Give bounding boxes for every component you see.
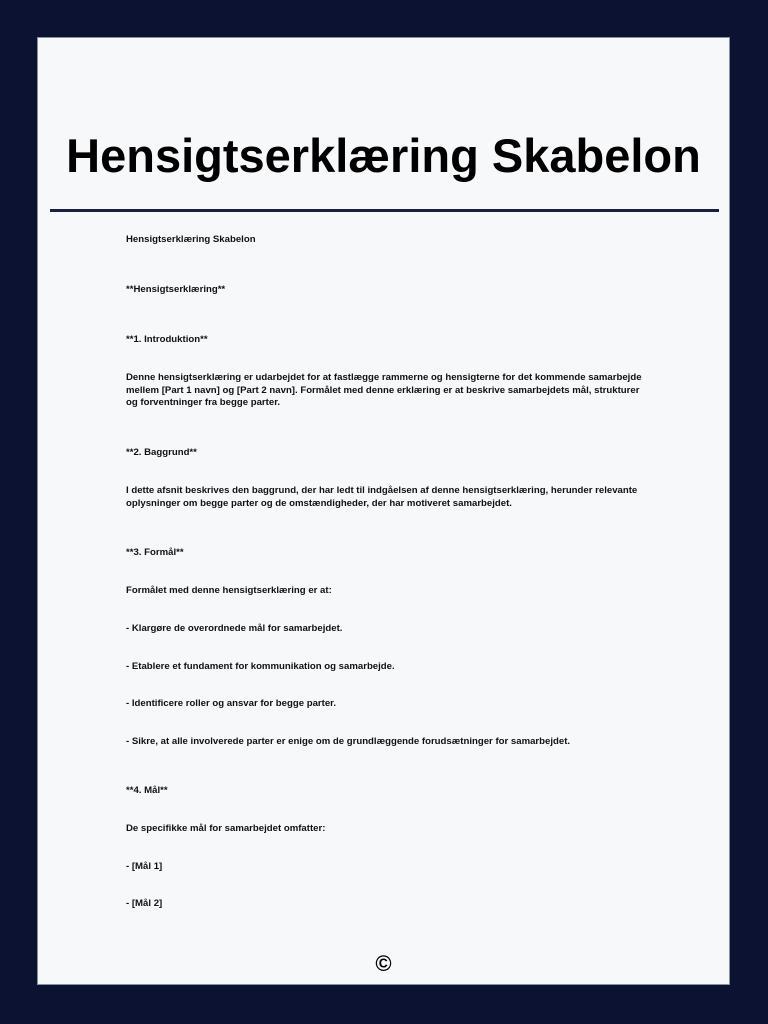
document-title: Hensigtserklæring Skabelon (66, 129, 701, 182)
heading-formaal: **3. Formål** (126, 547, 184, 558)
list-item: - [Mål 2] (126, 898, 163, 909)
paragraph-formaal-intro: Formålet med denne hensigtserklæring er at: (126, 585, 332, 596)
copyright-icon: © (375, 951, 392, 976)
heading-hensigtserklaering: **Hensigtserklæring** (126, 284, 226, 295)
title-divider (50, 209, 719, 212)
paragraph-baggrund: I dette afsnit beskrives den baggrund, der har ledt til indgåelsen af denne hensigtserklæring, herunder relevante oplysninger om begge parter og de omstændigheder, der har motiveret samarbejdet. (126, 485, 638, 509)
list-item: - Identificere roller og ansvar for begge parter. (126, 698, 337, 709)
heading-introduktion: **1. Introduktion** (126, 334, 208, 345)
paragraph-maal-intro: De specifikke mål for samarbejdet omfatter: (126, 823, 326, 834)
subtitle-text: Hensigtserklæring Skabelon (126, 234, 256, 245)
heading-maal: **4. Mål** (126, 785, 168, 796)
list-item: - Klargøre de overordnede mål for samarbejdet. (126, 623, 343, 634)
document-page (37, 37, 730, 985)
heading-baggrund: **2. Baggrund** (126, 447, 197, 458)
list-item: - Etablere et fundament for kommunikation og samarbejde. (126, 661, 395, 672)
paragraph-introduktion: Denne hensigtserklæring er udarbejdet for at fastlægge rammerne og hensigterne for det kommende samarbejde mellem [Part 1 navn] og [Part 2 navn]. Formålet med denne erklæring er at beskrive samarbejdets mål, strukturer og forventninger fra begge parter. (126, 372, 642, 409)
list-item: - Sikre, at alle involverede parter er enige om de grundlæggende forudsætninger for samarbejdet. (126, 736, 571, 747)
list-item: - [Mål 1] (126, 861, 163, 872)
